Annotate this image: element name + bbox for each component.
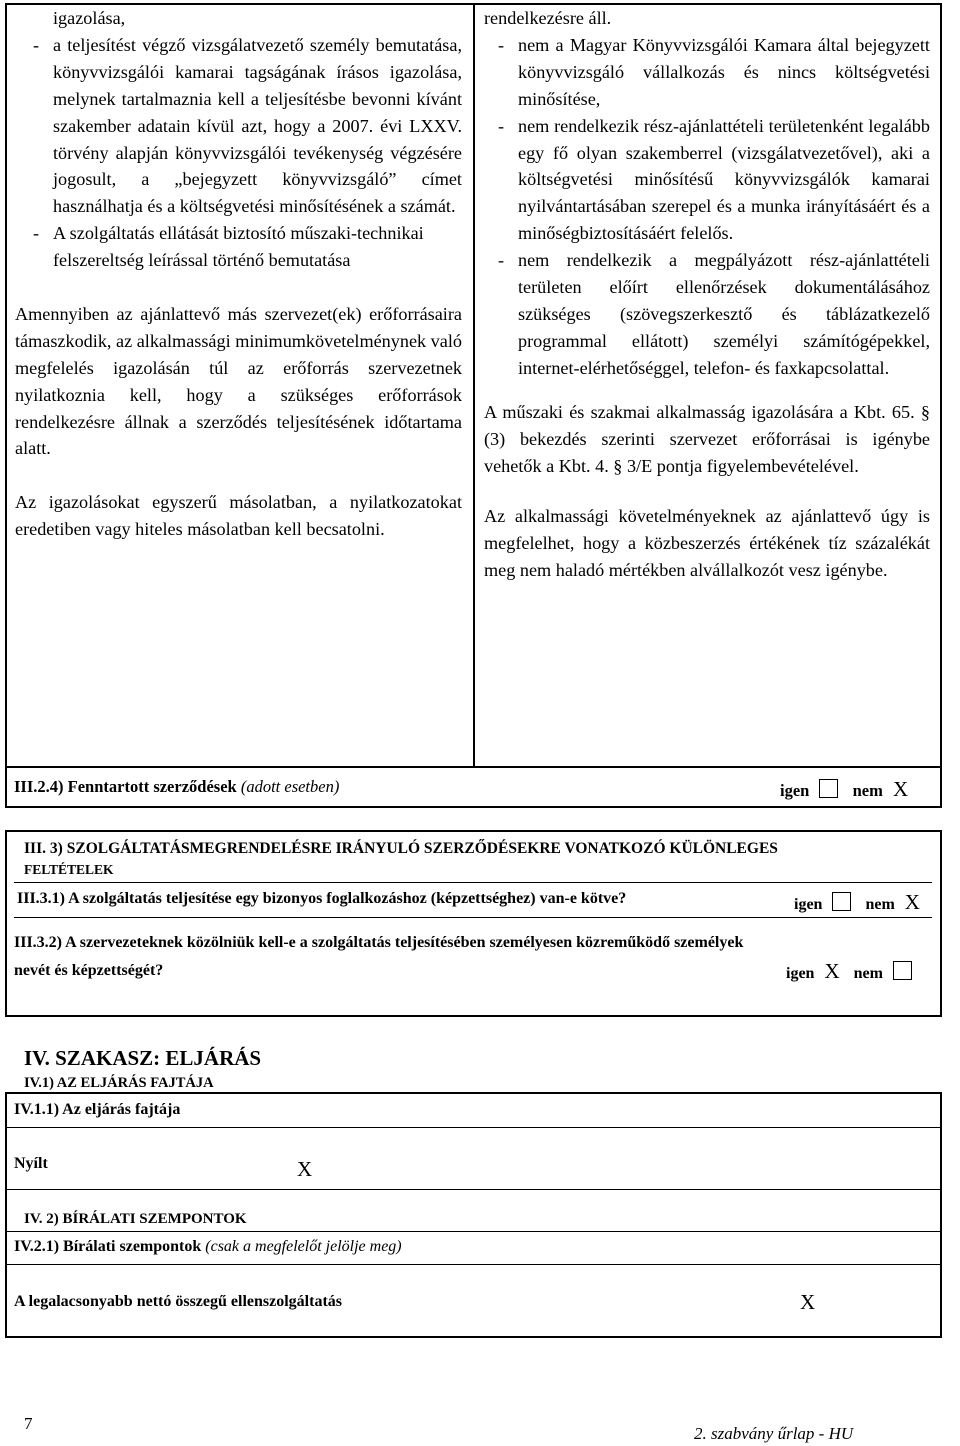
column-bottom-rule [5, 766, 942, 768]
section-3-heading-rule [14, 882, 932, 883]
criterion-lowest-price: A legalacsonyabb nettó összegű ellenszolgáltatás [14, 1293, 342, 1310]
left-list-item: - A szolgáltatás ellátását biztosító műszaki-technikai felszereltség leírással történő bemutatása [33, 223, 424, 271]
section-4-2-1-rule [5, 1264, 942, 1265]
q2-no-checkbox[interactable] [893, 961, 912, 980]
criterion-lowest-price-mark[interactable]: X [800, 1290, 816, 1314]
question-3-3-2: III.3.2) A szervezeteknek közölniük kell-e a szolgáltatás teljesítésében személyesen közreműködő személyek [14, 934, 744, 951]
q2-yes-mark[interactable]: X [824, 959, 840, 983]
question-3-3-1: III.3.1) A szolgáltatás teljesítése egy bizonyos foglalkozáshoz (képzettséghez) van-e kötve? [17, 890, 627, 907]
left-paragraph: Az igazolásokat egyszerű másolatban, a nyilatkozatokat eredetiben vagy hiteles másolatban kell becsatolni. [15, 492, 462, 540]
section-4-2-heading: IV. 2) BÍRÁLATI SZEMPONTOK [24, 1211, 247, 1227]
right-list-item: - nem rendelkezik a megpályázott rész-ajánlattételi területen előírt ellenőrzések dokumentálásához szükséges (szövegszerkesztő és táblázatkezelő programmal ellátott) személyi számítógépekkel, internet-elérhetőséggel, telefon- és faxkapcsolattal. [498, 250, 930, 378]
reserved-label: III.2.4) Fenntartott szerződések [14, 777, 237, 796]
procedure-open-mark[interactable]: X [297, 1157, 313, 1181]
q1-yes-checkbox[interactable] [832, 892, 851, 911]
reserved-contracts-row [14, 777, 934, 803]
section-4-2-1-note: (csak a megfelelőt jelölje meg) [205, 1238, 402, 1255]
right-list-item: - nem a Magyar Könyvvizsgálói Kamara által bejegyzett könyvvizsgáló vállalkozás és nincs költségvetési minősítése, [498, 34, 930, 109]
reserved-note: (adott esetben) [240, 777, 340, 796]
left-intro: igazolása, [53, 8, 126, 28]
procedure-rule [5, 1189, 942, 1190]
right-paragraph: A műszaki és szakmai alkalmasság igazolására a Kbt. 65. § (3) bekezdés szerinti szervezet erőforrásai is igénybe vehetők a Kbt. 4. § 3/E pontja figyelembevételével. [484, 401, 930, 476]
section-4-2-1-heading: IV.2.1) Bírálati szempontok [14, 1238, 202, 1255]
section-3-title-cont: FELTÉTELEK [24, 862, 114, 877]
section-3-title: SZOLGÁLTATÁSMEGRENDELÉSRE IRÁNYULÓ SZERZŐDÉSEKRE VONATKOZÓ KÜLÖNLEGES [66, 840, 778, 857]
form-name: 2. szabvány űrlap - HU [694, 1424, 854, 1443]
section-4-1-1-rule [5, 1127, 942, 1128]
left-list-item: - a teljesítést végző vizsgálatvezető személy bemutatása, könyvvizsgálói kamarai tagságának írásos igazolása, melynek tartalmaznia kell a teljesítésbe bevonni kívánt szakember adatain kívül azt, hogy a 2007. évi LXXV. törvény alapján könyvvizsgálói tevékenység végzésére jogosult, a „bejegyzett könyvvizsgáló” címet használhatja és a költségvetési minősítésének a számát. [33, 34, 462, 217]
page-number: 7 [24, 1414, 33, 1433]
procedure-open-label: Nyílt [14, 1155, 48, 1172]
question-3-3-2-row [14, 929, 929, 985]
section-4-1-1-heading: IV.1.1) Az eljárás fajtája [14, 1101, 181, 1118]
section-4-1-heading: IV.1) AZ ELJÁRÁS FAJTÁJA [24, 1075, 214, 1091]
section-3-number: III. 3) [24, 840, 63, 857]
left-paragraph: Amennyiben az ajánlattevő más szervezet(ek) erőforrásaira támaszkodik, az alkalmassági minimumkövetelménynek való megfelelés igazolásán túl az erőforrás szervezetnek nyilatkoznia kell, hogy a szükséges erőforrások rendelkezésre állnak a szerződés teljesítésének időtartama alatt. [15, 303, 462, 459]
q1-no-mark[interactable]: X [904, 890, 920, 914]
reserved-no-label: nem [852, 781, 883, 800]
right-intro: rendelkezésre áll. [484, 8, 612, 28]
q1-yes-label: igen [794, 896, 823, 913]
q2-yes-label: igen [786, 965, 815, 982]
section-3-heading [24, 838, 924, 880]
right-column [484, 5, 930, 584]
reserved-no-mark[interactable]: X [892, 777, 909, 801]
right-paragraph: Az alkalmassági követelményeknek az ajánlattevő úgy is megfelelhet, hogy a közbeszerzés értékének tíz százalékát meg nem haladó mértékben alvállalkozót vesz igénybe. [484, 506, 930, 581]
column-divider [473, 3, 475, 768]
question-3-3-1-rule [14, 917, 932, 918]
section-4-title: IV. SZAKASZ: ELJÁRÁS [24, 1046, 262, 1070]
q1-no-label: nem [865, 896, 895, 913]
section-4-2-rule [5, 1231, 942, 1232]
section-4-2-1-row [14, 1238, 402, 1256]
right-list-item: - nem rendelkezik rész-ajánlattételi területenként legalább egy fő olyan szakemberrel (vizsgálatvezetővel), aki a költségvetési minősítésű könyvvizsgálók kamarai nyilvántartásában szerepel és a munka irányításáért és a minőségbiztosításáért felelős. [498, 115, 930, 244]
question-3-3-2-cont: nevét és képzettségét? [14, 962, 164, 979]
reserved-yes-checkbox[interactable] [819, 779, 838, 798]
question-3-3-1-row [17, 890, 932, 916]
left-column [15, 5, 462, 543]
reserved-yes-label: igen [780, 781, 810, 800]
q2-no-label: nem [853, 965, 883, 982]
